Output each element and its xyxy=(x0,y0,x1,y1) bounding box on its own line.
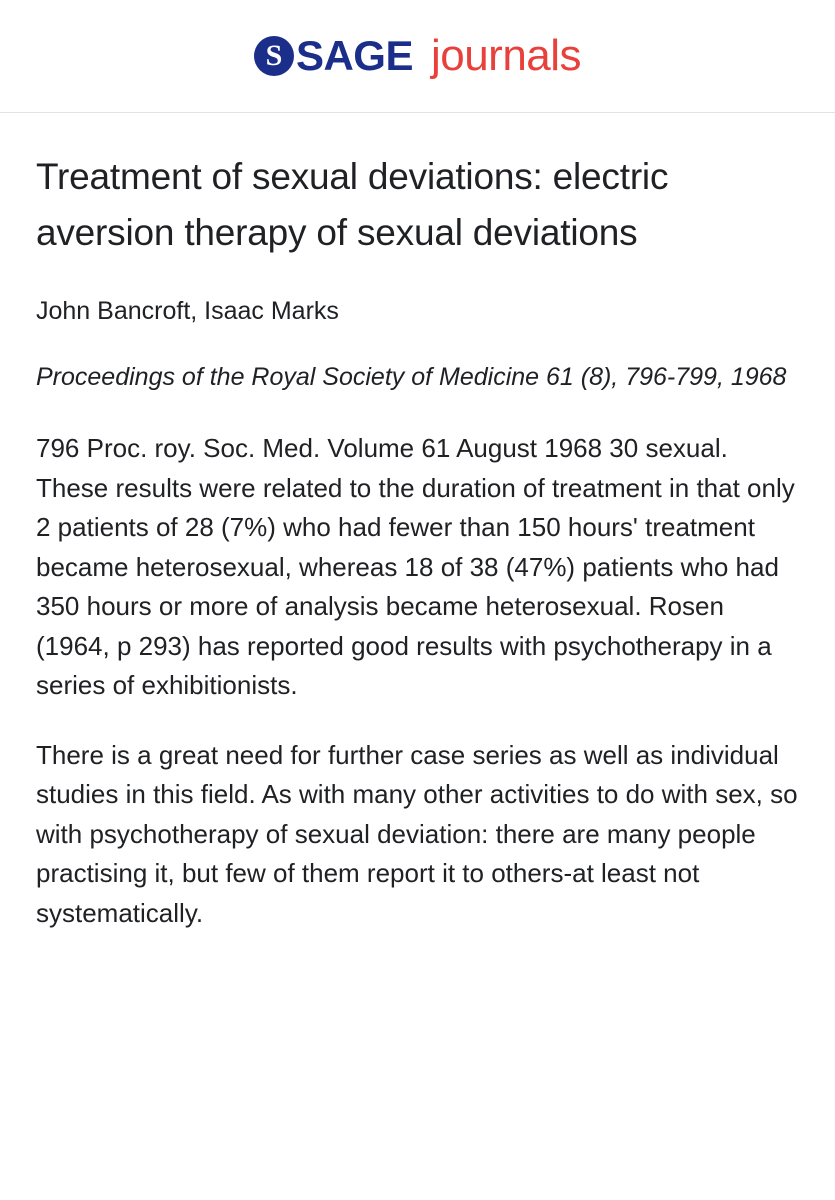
page-title: Treatment of sexual deviations: electric aversion therapy of sexual deviations xyxy=(36,156,669,253)
article-content xyxy=(0,113,835,1200)
article-citation: Proceedings of the Royal Society of Medicine 61 (8), 796-799, 1968 xyxy=(36,363,787,391)
abstract-paragraph: There is a great need for further case series as well as individual studies in this field. As with many other activities to do with sex, so with psychotherapy of sexual deviation: there are many people practising it, but few of them report it to others-at least not systematically. xyxy=(36,739,798,928)
sage-circle-icon: S xyxy=(254,36,294,76)
site-header xyxy=(0,0,835,113)
abstract-paragraph: 796 Proc. roy. Soc. Med. Volume 61 August 1968 30 sexual. These results were related to the duration of treatment in that only 2 patients of 28 (7%) who had fewer than 150 hours' treatment became heterosexual, whereas 18 of 38 (47%) patients who had 350 hours or more of analysis became heterosexual. Rosen (1964, p 293) has reported good results with psychotherapy in a series of exhibitionists. xyxy=(36,433,795,701)
journals-wordmark: journals xyxy=(430,31,582,80)
article-authors: John Bancroft, Isaac Marks xyxy=(36,297,339,325)
sage-journals-logo[interactable] xyxy=(254,31,582,80)
sage-logo-mark xyxy=(254,32,413,79)
sage-wordmark: SAGE xyxy=(295,32,413,79)
